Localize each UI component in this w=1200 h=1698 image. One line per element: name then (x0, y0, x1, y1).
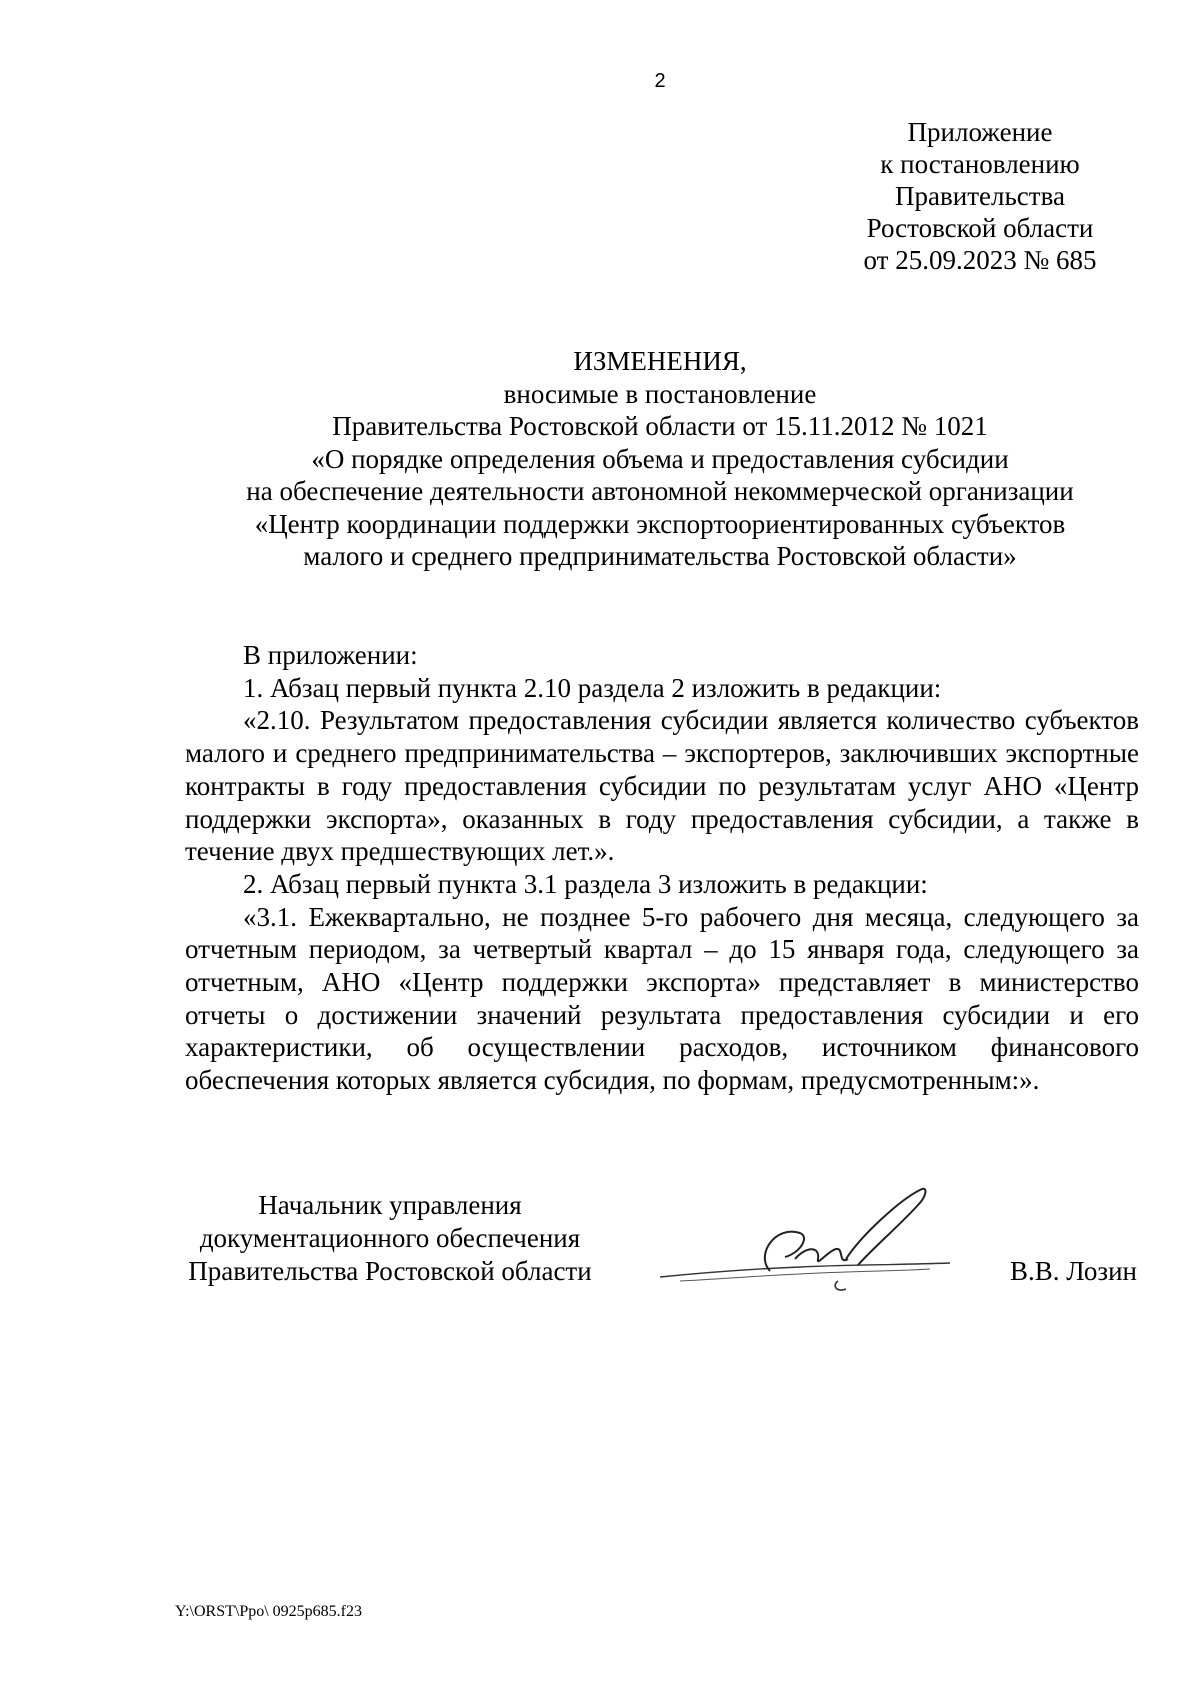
body-item-1-text: «2.10. Результатом предоставления субсидии является количество субъектов малого и среднего предпринимательства – экспортеров, заключивших экспортные контракты в году предоставления субсидии по результатам услуг АНО «Центр поддержки экспорта», оказанных в году предоставления субсидии, а также в течение двух предшествующих лет.». (185, 705, 1139, 867)
title-line: вносимые в постановление (503, 378, 817, 409)
signer-position-line: Правительства Ростовской области (188, 1256, 592, 1286)
document-title (170, 345, 1150, 573)
body-intro: В приложении: (243, 640, 418, 670)
body-item-2: 2. Абзац первый пункта 3.1 раздела 3 изложить в редакции: (243, 868, 928, 899)
appendix-line: Правительства (895, 181, 1065, 211)
body-item-2-text: «3.1. Ежеквартально, не позднее 5-го рабочего дня месяца, следующего за отчетным периодом, за четвертый квартал – до 15 января года, следующего за отчетным, АНО «Центр поддержки экспорта» представляет в министерство отчеты о достижении значений результата предоставления субсидии и его характеристики, об осуществлении расходов, источником финансового обеспечения которых является субсидия, по формам, предусмотренным:». (185, 901, 1139, 1096)
signer-name: В.В. Лозин (1010, 1256, 1137, 1286)
file-path: Y:\ORST\Рро\ 0925р685.f23 (175, 1603, 362, 1620)
page-number: 2 (654, 70, 666, 92)
appendix-line: к постановлению (880, 149, 1080, 179)
signer-position-line: Начальник управления (258, 1190, 522, 1220)
title-line: «О порядке определения объема и предоставления субсидии (311, 443, 1009, 474)
appendix-line: Ростовской области (866, 213, 1094, 243)
appendix-header (830, 116, 1130, 276)
signer-position-line: документационного обеспечения (199, 1223, 581, 1253)
title-line: «Центр координации поддержки экспортоориентированных субъектов (254, 508, 1066, 539)
signer-position (150, 1189, 630, 1288)
document-body (185, 639, 1139, 1097)
title-line: Правительства Ростовской области от 15.11.2012 № 1021 (332, 411, 988, 441)
title-heading: ИЗМЕНЕНИЯ, (573, 346, 747, 376)
handwritten-signature (660, 1185, 950, 1305)
title-line: на обеспечение деятельности автономной некоммерческой организации (246, 476, 1074, 506)
appendix-line: от 25.09.2023 № 685 (863, 245, 1097, 275)
title-line: малого и среднего предпринимательства Ростовской области» (303, 541, 1017, 571)
appendix-line: Приложение (907, 117, 1053, 147)
body-item-1: 1. Абзац первый пункта 2.10 раздела 2 изложить в редакции: (243, 672, 942, 703)
